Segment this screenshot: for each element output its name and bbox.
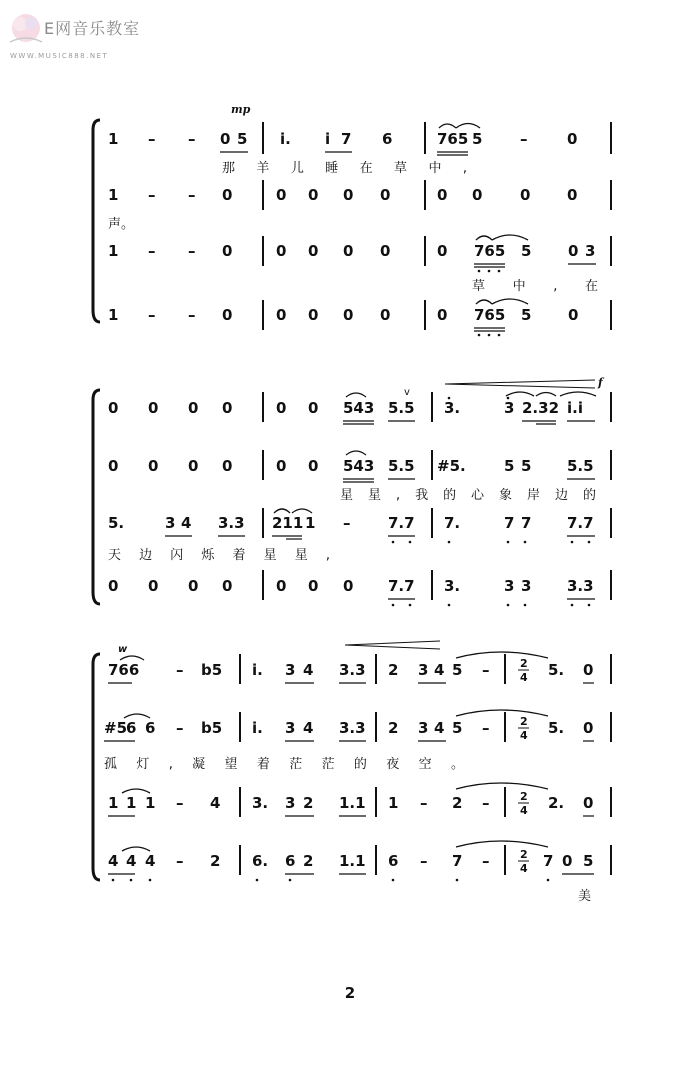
- system-3: [93, 641, 611, 904]
- svg-text:4: 4: [303, 661, 314, 679]
- svg-text:i.: i.: [252, 661, 263, 679]
- svg-text:1: 1: [108, 242, 119, 260]
- svg-text:–: –: [188, 242, 196, 260]
- svg-text:7: 7: [341, 130, 352, 148]
- svg-text:5: 5: [472, 130, 483, 148]
- svg-text:4: 4: [303, 719, 314, 737]
- svg-text:6: 6: [382, 130, 393, 148]
- svg-text:543: 543: [343, 399, 375, 417]
- svg-text:2: 2: [303, 794, 314, 812]
- svg-text:5.5: 5.5: [567, 457, 594, 475]
- svg-text:0: 0: [222, 577, 233, 595]
- svg-text:–: –: [188, 186, 196, 204]
- svg-text:4: 4: [126, 852, 137, 870]
- svg-text:i.: i.: [252, 719, 263, 737]
- part-3-row: [108, 783, 611, 817]
- lyrics-line: 星星,我的心象岸边的: [340, 488, 596, 503]
- part-3-row: [108, 508, 611, 543]
- svg-text:4: 4: [520, 671, 528, 684]
- svg-text:4: 4: [520, 804, 528, 817]
- svg-text:5.5: 5.5: [388, 457, 415, 475]
- svg-text:6: 6: [285, 852, 296, 870]
- svg-text:0: 0: [562, 852, 573, 870]
- svg-text:766: 766: [108, 661, 140, 679]
- lyrics-line: 草中,在: [472, 279, 598, 294]
- svg-text:1: 1: [305, 514, 316, 532]
- svg-text:0: 0: [276, 399, 287, 417]
- svg-text:w: w: [118, 644, 128, 655]
- svg-text:3.3: 3.3: [567, 577, 594, 595]
- svg-text:765: 765: [474, 242, 506, 260]
- svg-text:1: 1: [126, 794, 137, 812]
- svg-text:b5: b5: [201, 661, 223, 679]
- part-1-row: [108, 652, 611, 684]
- svg-text:–: –: [176, 719, 184, 737]
- svg-text:1: 1: [388, 794, 399, 812]
- svg-text:0: 0: [308, 186, 319, 204]
- site-name: E网音乐教室: [44, 19, 141, 38]
- svg-text:0: 0: [222, 457, 233, 475]
- part-2-row: [108, 180, 611, 210]
- svg-text:0: 0: [276, 306, 287, 324]
- part-2-row: [104, 710, 611, 742]
- svg-text:–: –: [482, 661, 490, 679]
- svg-text:0: 0: [188, 399, 199, 417]
- svg-text:0: 0: [148, 457, 159, 475]
- svg-text:–: –: [176, 661, 184, 679]
- part-1-row: [108, 122, 611, 155]
- system-2: [93, 376, 611, 606]
- svg-text:2: 2: [210, 852, 221, 870]
- svg-text:#5.: #5.: [437, 457, 466, 475]
- svg-text:5: 5: [521, 306, 532, 324]
- svg-text:5: 5: [504, 457, 515, 475]
- svg-text:–: –: [176, 794, 184, 812]
- part-2-row: [108, 450, 611, 482]
- svg-text:v: v: [404, 387, 410, 398]
- svg-text:0: 0: [380, 306, 391, 324]
- svg-text:–: –: [148, 130, 156, 148]
- svg-text:3: 3: [285, 661, 296, 679]
- svg-text:6: 6: [145, 719, 156, 737]
- svg-text:2: 2: [520, 848, 528, 861]
- lyrics-line: 天边闪烁着星星,: [108, 548, 330, 563]
- svg-text:4: 4: [434, 661, 445, 679]
- svg-text:4: 4: [108, 852, 119, 870]
- svg-text:1: 1: [108, 186, 119, 204]
- part-1-row: [108, 392, 611, 424]
- svg-text:–: –: [482, 794, 490, 812]
- svg-text:7: 7: [521, 514, 532, 532]
- svg-text:5.: 5.: [548, 719, 565, 737]
- svg-text:#5: #5: [104, 719, 128, 737]
- svg-text:2: 2: [388, 719, 399, 737]
- svg-text:3: 3: [418, 719, 429, 737]
- svg-text:0: 0: [380, 186, 391, 204]
- svg-text:0: 0: [222, 306, 233, 324]
- svg-text:7.7: 7.7: [388, 514, 415, 532]
- svg-text:–: –: [148, 242, 156, 260]
- dynamic-marking: f: [598, 376, 603, 389]
- svg-text:4: 4: [434, 719, 445, 737]
- svg-text:3.: 3.: [252, 794, 269, 812]
- svg-text:3: 3: [504, 577, 515, 595]
- svg-text:3.: 3.: [444, 577, 461, 595]
- svg-text:7: 7: [543, 852, 554, 870]
- svg-text:0: 0: [343, 242, 354, 260]
- svg-text:1: 1: [145, 794, 156, 812]
- svg-text:–: –: [188, 306, 196, 324]
- svg-text:0: 0: [108, 577, 119, 595]
- svg-text:0: 0: [343, 577, 354, 595]
- svg-text:0: 0: [380, 242, 391, 260]
- svg-text:–: –: [148, 186, 156, 204]
- svg-text:5.5: 5.5: [388, 399, 415, 417]
- svg-text:–: –: [482, 852, 490, 870]
- svg-text:1.1: 1.1: [339, 794, 366, 812]
- svg-text:2.: 2.: [548, 794, 565, 812]
- svg-text:6.: 6.: [252, 852, 269, 870]
- svg-text:0: 0: [567, 130, 578, 148]
- svg-text:0: 0: [276, 186, 287, 204]
- svg-text:i.i: i.i: [567, 399, 583, 417]
- svg-text:2: 2: [520, 657, 528, 670]
- svg-text:0: 0: [222, 399, 233, 417]
- svg-text:–: –: [176, 852, 184, 870]
- svg-text:3.3: 3.3: [339, 661, 366, 679]
- site-url: WWW.MUSIC888.NET: [10, 52, 109, 60]
- svg-text:b5: b5: [201, 719, 223, 737]
- svg-text:7: 7: [504, 514, 515, 532]
- lyrics-line: 那羊儿睡在草中,: [222, 161, 467, 176]
- svg-text:2: 2: [520, 790, 528, 803]
- svg-text:0: 0: [583, 661, 594, 679]
- svg-text:1: 1: [108, 130, 119, 148]
- svg-text:6: 6: [388, 852, 399, 870]
- svg-text:6: 6: [126, 719, 137, 737]
- svg-text:0: 0: [437, 186, 448, 204]
- svg-text:5.: 5.: [108, 514, 125, 532]
- svg-text:4: 4: [520, 862, 528, 875]
- svg-text:4: 4: [145, 852, 156, 870]
- svg-text:0: 0: [567, 186, 578, 204]
- svg-text:2: 2: [520, 715, 528, 728]
- svg-text:5: 5: [452, 661, 463, 679]
- svg-text:–: –: [520, 130, 528, 148]
- lyrics-line: 孤灯,凝望着茫茫的夜空。: [104, 757, 465, 772]
- svg-text:4: 4: [210, 794, 221, 812]
- svg-text:7.7: 7.7: [567, 514, 594, 532]
- svg-text:7.: 7.: [444, 514, 461, 532]
- svg-text:0: 0: [343, 306, 354, 324]
- svg-text:2: 2: [303, 852, 314, 870]
- svg-text:5: 5: [237, 130, 248, 148]
- svg-text:–: –: [420, 794, 428, 812]
- svg-text:0: 0: [188, 577, 199, 595]
- svg-text:211: 211: [272, 514, 304, 532]
- part-3-row: [108, 235, 611, 272]
- svg-text:i.: i.: [280, 130, 291, 148]
- svg-text:0: 0: [308, 577, 319, 595]
- svg-text:1: 1: [108, 794, 119, 812]
- lyrics-line: 美: [578, 889, 592, 904]
- svg-text:0: 0: [472, 186, 483, 204]
- svg-text:3: 3: [285, 794, 296, 812]
- svg-text:1.1: 1.1: [339, 852, 366, 870]
- svg-text:0: 0: [568, 306, 579, 324]
- svg-text:–: –: [482, 719, 490, 737]
- svg-text:0: 0: [437, 306, 448, 324]
- svg-text:0: 0: [308, 457, 319, 475]
- svg-text:0: 0: [583, 719, 594, 737]
- svg-text:0: 0: [308, 399, 319, 417]
- svg-text:0: 0: [276, 577, 287, 595]
- svg-text:0: 0: [220, 130, 231, 148]
- system-1: [93, 103, 611, 336]
- svg-text:0: 0: [343, 186, 354, 204]
- svg-text:3.3: 3.3: [218, 514, 245, 532]
- svg-text:0: 0: [308, 242, 319, 260]
- svg-text:0: 0: [308, 306, 319, 324]
- svg-text:0: 0: [188, 457, 199, 475]
- svg-text:–: –: [188, 130, 196, 148]
- part-4-row: [108, 299, 611, 336]
- svg-text:0: 0: [568, 242, 579, 260]
- svg-text:0: 0: [222, 186, 233, 204]
- svg-text:3: 3: [521, 577, 532, 595]
- svg-text:765: 765: [437, 130, 469, 148]
- svg-text:5: 5: [521, 242, 532, 260]
- svg-text:3: 3: [165, 514, 176, 532]
- svg-text:0: 0: [108, 399, 119, 417]
- svg-text:–: –: [420, 852, 428, 870]
- svg-text:3: 3: [418, 661, 429, 679]
- svg-text:0: 0: [222, 242, 233, 260]
- svg-text:0: 0: [276, 242, 287, 260]
- svg-text:3: 3: [504, 399, 515, 417]
- svg-text:0: 0: [520, 186, 531, 204]
- svg-text:–: –: [343, 514, 351, 532]
- svg-text:i: i: [325, 130, 331, 148]
- svg-text:0: 0: [583, 794, 594, 812]
- lyrics-line: 声。: [108, 217, 135, 232]
- svg-text:2: 2: [388, 661, 399, 679]
- svg-text:1: 1: [108, 306, 119, 324]
- svg-text:4: 4: [181, 514, 192, 532]
- svg-text:2.32: 2.32: [522, 399, 560, 417]
- svg-text:5: 5: [583, 852, 594, 870]
- page-number: 2: [344, 984, 356, 1002]
- svg-text:7: 7: [452, 852, 463, 870]
- svg-text:5: 5: [521, 457, 532, 475]
- svg-text:0: 0: [148, 577, 159, 595]
- svg-text:0: 0: [276, 457, 287, 475]
- svg-text:5.: 5.: [548, 661, 565, 679]
- svg-text:3.3: 3.3: [339, 719, 366, 737]
- svg-text:3: 3: [585, 242, 596, 260]
- svg-text:765: 765: [474, 306, 506, 324]
- part-4-row: [108, 570, 611, 606]
- svg-text:543: 543: [343, 457, 375, 475]
- svg-text:5: 5: [452, 719, 463, 737]
- svg-text:0: 0: [108, 457, 119, 475]
- svg-text:0: 0: [148, 399, 159, 417]
- svg-text:–: –: [148, 306, 156, 324]
- svg-text:0: 0: [437, 242, 448, 260]
- svg-text:4: 4: [520, 729, 528, 742]
- svg-text:2: 2: [452, 794, 463, 812]
- dynamic-marking: mp: [231, 103, 251, 116]
- svg-text:3: 3: [285, 719, 296, 737]
- svg-text:3.: 3.: [444, 399, 461, 417]
- part-4-row: [108, 841, 611, 881]
- svg-text:7.7: 7.7: [388, 577, 415, 595]
